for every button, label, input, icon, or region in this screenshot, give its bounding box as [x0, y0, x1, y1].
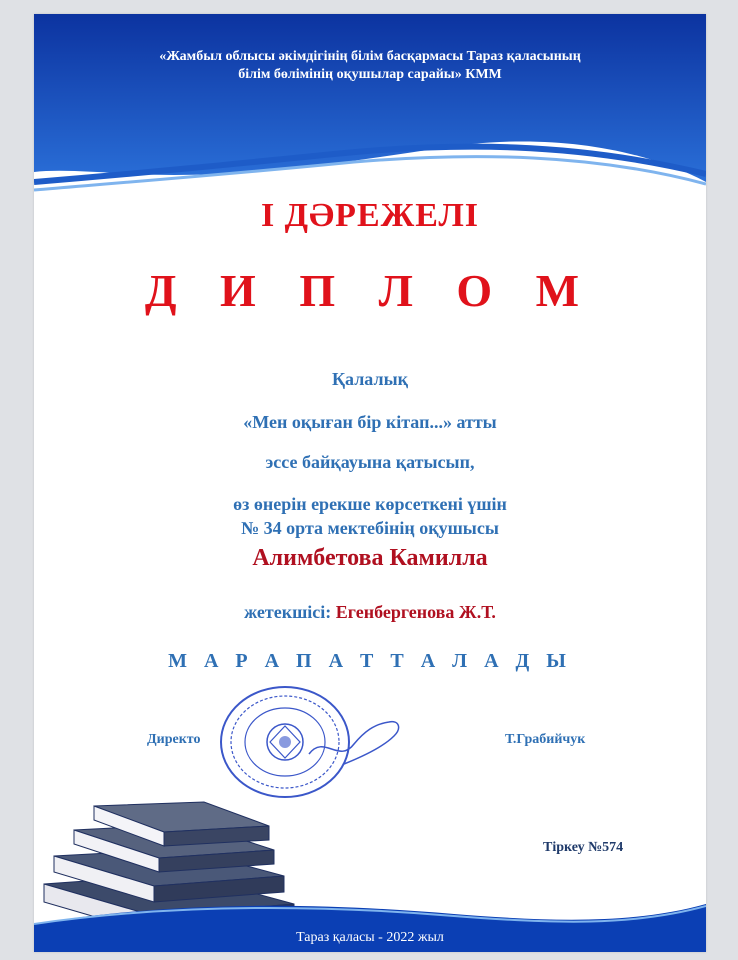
diploma-title: Д И П Л О М [144, 265, 596, 316]
director-name: Т.Грабийчук [505, 732, 586, 747]
body-line-1: Қалалық [332, 369, 408, 389]
diploma-sheet [34, 14, 706, 952]
organization-line-1: «Жамбыл облысы әкімдігінің білім басқармасы Тараз қаласының [159, 49, 581, 64]
footer-city-year: Тараз қаласы - 2022 жыл [296, 930, 444, 945]
header-wave-band [34, 14, 706, 214]
supervisor-label: жетекшісі: [244, 602, 332, 622]
signature-icon [304, 714, 414, 774]
body-line-2: «Мен оқыған бір кітап...» атты [243, 412, 497, 432]
awarded-text: М А Р А П А Т Т А Л А Д Ы [168, 650, 572, 672]
supervisor-name: Егенбергенова Ж.Т. [335, 602, 496, 622]
director-label: Директо [147, 732, 201, 747]
body-line-3: эссе байқауына қатысып, [265, 452, 475, 472]
supervisor-line [34, 602, 706, 623]
body-line-5: № 34 орта мектебінің оқушысы [241, 518, 499, 538]
organization-line-2: білім бөлімінің оқушылар сарайы» КММ [238, 67, 502, 82]
body-line-4: өз өнерін ерекше көрсеткені үшін [233, 494, 507, 514]
registration-number: Тіркеу №574 [543, 840, 624, 855]
student-name: Алимбетова Камилла [252, 545, 488, 571]
degree-title: І ДӘРЕЖЕЛІ [260, 197, 480, 234]
